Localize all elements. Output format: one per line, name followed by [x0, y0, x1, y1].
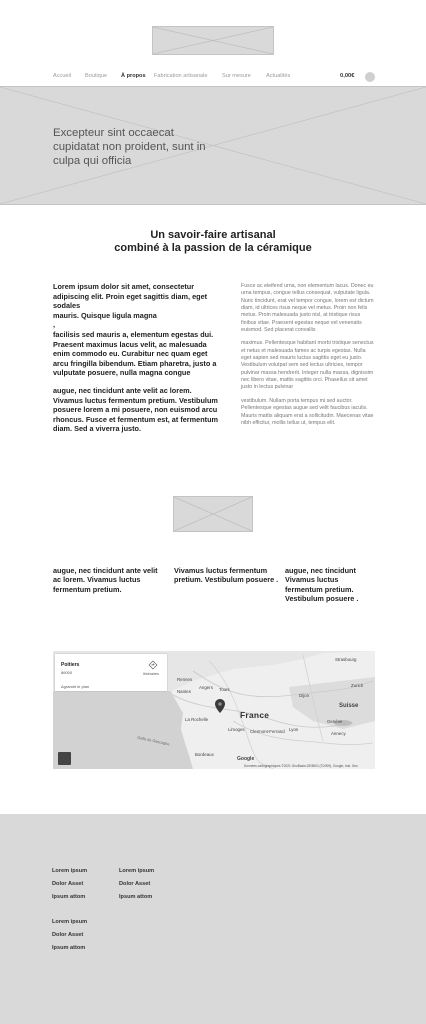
- map-city-rennes: Rennes: [177, 677, 193, 682]
- feature-text-1: augue, nec tincidunt ante velit ac lorem. Vivamus luctus fermentum pretium.: [53, 566, 158, 594]
- right-paragraph-3: vestibulum. Nullam porta tempus mi sed auctor. Pellentesque egestas augue sed velit faucibus iaculis. Mauris mattis aliquam erat a sollicitudin. Maecenas vitae nibh efficitur, mollis tellus ut, tempus elit.: [241, 397, 374, 426]
- map-city-geneve: Genève: [327, 719, 343, 724]
- footer-link[interactable]: Lorem ipsum: [52, 868, 88, 874]
- footer-link[interactable]: Dolor Asset: [119, 881, 151, 887]
- right-column: [241, 283, 375, 433]
- feature-text-3: augue, nec tincidunt Vivamus luctus fermentum pretium. Vestibulum posuere .: [285, 566, 359, 604]
- enlarge-map-link[interactable]: Agrandir le plan: [61, 684, 90, 689]
- left-paragraph-2: augue, nec tincidunt ante velit ac lorem. Vivamus luctus fermentum pretium. Vestibulum posuere lorem a mi posuere, non euismod arcu rhoncus. Fusce et fermentum est, at fermentum diam. Sed a viverra justo.: [53, 385, 219, 434]
- footer: [0, 814, 426, 1024]
- footer-link[interactable]: Ipsum attom: [52, 894, 86, 900]
- footer-link[interactable]: Lorem ipsum: [52, 919, 88, 925]
- map-city-tours: Tours: [219, 687, 230, 692]
- image-placeholder: [173, 496, 253, 532]
- map-city-limoges: Limoges: [228, 727, 245, 732]
- map-city-bordeaux: Bordeaux: [195, 752, 214, 757]
- section-title-line2: combiné à la passion de la céramique: [114, 242, 312, 254]
- cart-total[interactable]: 0,00€: [340, 73, 355, 79]
- nav-item-sur-mesure[interactable]: Sur mesure: [222, 73, 251, 79]
- left-column: [53, 282, 223, 442]
- map-place-name: Poitiers: [61, 662, 80, 668]
- map-city-strasbourg: Strasbourg: [335, 657, 357, 662]
- map-city-lyon: Lyon: [289, 727, 299, 732]
- logo-placeholder[interactable]: [152, 26, 274, 55]
- map-country-france: France: [240, 710, 270, 720]
- nav-item-fabrication[interactable]: Fabrication artisanale: [154, 73, 208, 79]
- nav-item-actualites[interactable]: Actualités: [266, 73, 291, 79]
- map-city-clermont: Clermont-Ferrand: [250, 729, 285, 734]
- footer-link[interactable]: Lorem ipsum: [119, 868, 155, 874]
- map-embed[interactable]: [53, 651, 375, 769]
- footer-link[interactable]: Ipsum attom: [52, 945, 86, 951]
- map-city-dijon: Dijon: [299, 693, 310, 698]
- nav-item-boutique[interactable]: Boutique: [85, 73, 108, 79]
- right-paragraph-2: maximus. Pellentesque habitant morbi tristique senectus et netus et malesuada fames ac turpis egestas. Nulla eget sapien sed mauris luctus sagittis eget eu justo. Vestibulum volutpat sem sed lectus ultricies, tempor pulvinar massa hendrerit. Integer nulla massa, dignissim nec libero vitae, mattis sagittis orci. Phasellus sit amet justo in lectus pulvinar: [241, 340, 374, 391]
- nav-item-accueil[interactable]: Accueil: [53, 73, 72, 79]
- footer-link[interactable]: Dolor Asset: [52, 881, 84, 887]
- left-paragraph-1: Lorem ipsum dolor sit amet, consectetur adipiscing elit. Proin eget sagittis diam, eget sodales mauris. Quisque ligula magna , facilisis sed mauris a, elementum egestas dui. Praesent maximus lacus velit, ac malesuada enim commodo eu. Curabitur nec quam eget arcu fringilla bibendum. Etiam pharetra, justo a vulputate posuere, nulla magna congue: [53, 282, 217, 378]
- cart-icon[interactable]: [365, 72, 375, 82]
- map-pin-icon[interactable]: [215, 699, 225, 713]
- map-city-nantes: Nantes: [177, 689, 191, 694]
- section-title: [0, 229, 426, 255]
- right-paragraph-1: Fusce ac eleifend urna, non elementum lacus. Donec eu urna tempus, congue tellus consequat, vulputate ligula. Nunc tincidunt, erat vel tempor congue, lorem est dictum diam, id ultrices risus neque vel metus. Proin non felis metus. Proin malesuada justo nisl, at tristique risus finibus vitae. Praesent egestas neque vel venenatis euismod. Sed placerat convallis: [241, 283, 374, 334]
- map-postcode: 86000: [61, 670, 73, 675]
- map-attribution: Données cartographiques ©2021 GeoBasis-DE/BKG (©2009), Google, Inst. Geo: [244, 764, 358, 768]
- map-city-la-rochelle: La Rochelle: [185, 717, 209, 722]
- section-title-line1: Un savoir-faire artisanal: [150, 229, 276, 241]
- directions-icon[interactable]: [148, 660, 158, 670]
- footer-link[interactable]: Dolor Asset: [52, 932, 84, 938]
- map-city-zurich: Zurich: [351, 683, 364, 688]
- nav-item-a-propos[interactable]: À propos: [121, 73, 146, 79]
- map-city-annecy: Annecy: [331, 731, 346, 736]
- map-country-suisse: Suisse: [339, 703, 359, 709]
- map-layers-button[interactable]: [58, 752, 71, 765]
- google-logo: Google: [237, 756, 255, 762]
- map-city-angers: Angers: [199, 685, 213, 690]
- map-sea-label: Golfe de Gascogne: [136, 735, 170, 747]
- footer-link[interactable]: Ipsum attom: [119, 894, 153, 900]
- map-info-card: [55, 654, 167, 691]
- directions-label[interactable]: Itinéraires: [143, 672, 159, 676]
- hero-text: Excepteur sint occaecat cupidatat non proident, sunt in culpa qui officia: [53, 127, 206, 168]
- feature-text-2: Vivamus luctus fermentum pretium. Vestibulum posuere .: [174, 566, 279, 585]
